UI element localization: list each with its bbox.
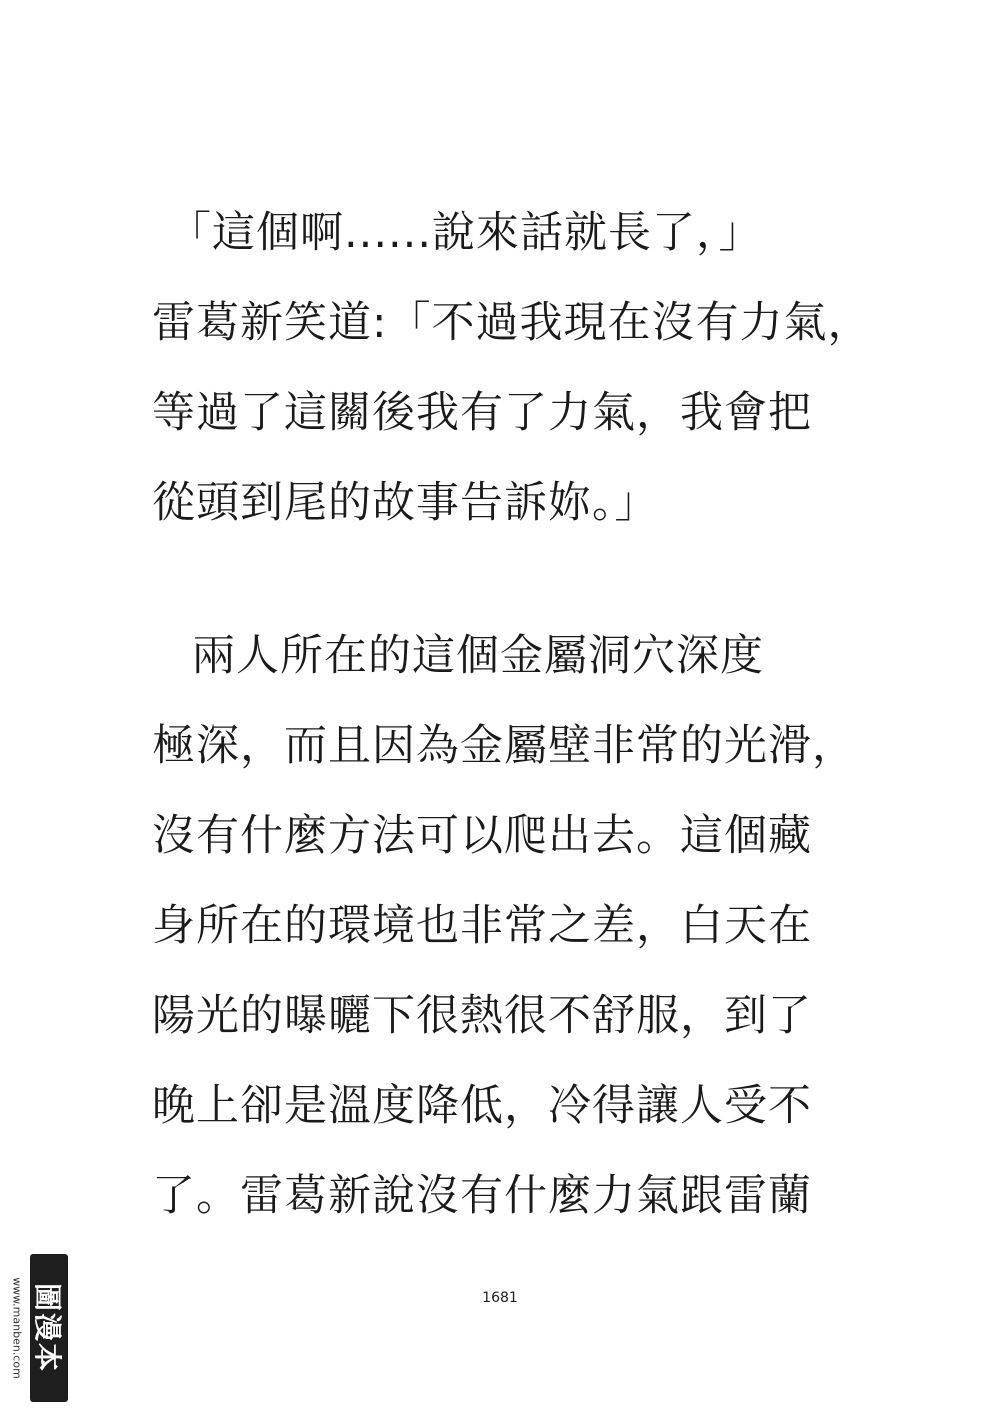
dialogue-paragraph xyxy=(152,188,872,548)
text-line: 「這個啊......說來話就長了，」 xyxy=(168,208,763,258)
text-line: 從頭到尾的故事告訴妳。」 xyxy=(152,478,659,528)
text-line: 身所在的環境也非常之差，白天在 xyxy=(152,901,812,951)
text-line: 極深，而且因為金屬壁非常的光滑， xyxy=(152,721,856,771)
site-watermark xyxy=(6,1252,68,1404)
text-line: 沒有什麼方法可以爬出去。這個藏 xyxy=(152,811,812,861)
text-line: 兩人所在的這個金屬洞穴深度 xyxy=(192,631,764,681)
watermark-logo-text: 圖漫本 xyxy=(31,1282,64,1374)
text-line: 陽光的曝曬下很熱很不舒服，到了 xyxy=(152,991,812,1041)
watermark-url-text: www.manben.com xyxy=(10,1277,24,1379)
watermark-logo xyxy=(30,1254,68,1402)
page-number: 1681 xyxy=(482,1290,518,1306)
text-line: 雷葛新笑道:「不過我現在沒有力氣， xyxy=(152,298,872,348)
narration-paragraph xyxy=(152,611,872,1241)
text-line: 等過了這關後我有了力氣，我會把 xyxy=(152,388,812,438)
text-line: 了。雷葛新說沒有什麼力氣跟雷蘭 xyxy=(152,1171,812,1221)
watermark-url xyxy=(6,1252,28,1404)
text-line: 晚上卻是溫度降低，冷得讓人受不 xyxy=(152,1081,812,1131)
